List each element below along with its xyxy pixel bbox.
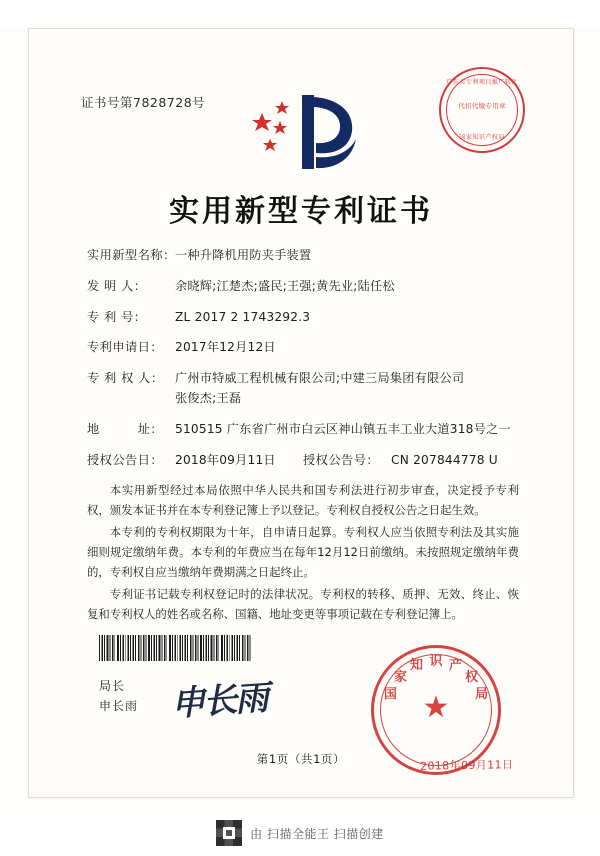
director-name: 申长雨 [99,698,139,713]
field-row-inventors [87,277,519,295]
field-row-application-date [87,338,519,356]
field-label: 发 明 人： [87,278,147,293]
page-top-margin [0,0,600,28]
tax-stamp-seal [439,67,525,153]
certificate-content [43,41,559,785]
qr-code-icon [216,820,242,846]
field-label: 授权公告号： [303,453,380,468]
handwritten-signature: 申长雨 [169,677,269,725]
seal-bottom-text: 国家知识产权局 [459,134,505,142]
official-seal: ★ 国 家 知 识 产 权 局 [371,645,501,775]
paragraph: 本实用新型经过本局依照中华人民共和国专利法进行初步审查，决定授予专利权，颁发本证书并在本专利登记簿上予以登记。专利权自授权公告之日起生效。 [87,483,519,517]
field-value: 余晓辉;江楚杰;盛民;王强;黄先业;陆任松 [175,278,395,293]
field-value-group [175,369,519,408]
field-value-sub: 张俊杰;王磊 [175,391,242,406]
watermark-text: 由 扫描全能王 扫描创建 [250,826,384,841]
field-value: 2017年12月12日 [175,340,276,355]
field-value: 一种升降机用防夹手装置 [175,248,312,262]
field-label: 专 利 号： [87,309,147,324]
seal-date: 2018年09月11日 [419,758,514,773]
paragraph: 专利证书记载专利权登记时的法律状况。专利权的转移、质押、无效、终止、恢复和专利权人的姓名或名称、国籍、地址变更等事项记载在专利登记簿上。 [87,586,519,621]
barcode [99,635,251,661]
field-value: CN 207844778 U [391,453,498,468]
field-row-patent-number [87,308,519,326]
paragraph: 本专利的专利权期限为十年，自申请日起算。专利权人应当依照专利法及其实施细则规定缴纳年费。本专利的年费应当在每年12月12日前缴纳。未按照规定缴纳年费的，专利权自应当缴纳年费期满之日起终止。 [87,524,519,579]
seal-star-icon: ★ [422,690,450,726]
field-row-name [87,246,519,264]
field-value: 2018年09月11日 [175,453,276,468]
field-label: 实用新型名称： [87,248,176,262]
legal-text-block [87,481,519,627]
page-title: 实用新型专利证书 [169,194,433,229]
certificate-number: 证书号第7828728号 [81,95,206,110]
field-list [87,246,519,479]
patent-office-logo [236,89,366,175]
field-label: 授权公告日： [87,453,164,468]
grant-number-group [303,451,519,469]
certificate-card [28,28,574,798]
field-label: 地 址： [87,422,164,437]
seal-mid-text: 代扣代缴专用章 [458,102,506,110]
field-value: 510515 广东省广州市白云区神山镇五丰工业大道318号之一 [175,422,511,437]
field-row-grant [87,451,519,469]
page-number: 第1页（共1页） [256,752,346,766]
field-value: 广州市特威工程机械有限公司;中建三局集团有限公司 [175,371,465,386]
seal-top-text: 广东省专利项目推广转化 [446,79,518,86]
field-label: 专利申请日： [87,340,164,355]
director-block [99,677,138,717]
field-value: ZL 2017 2 1743292.3 [175,309,311,324]
grant-date-group [87,451,303,469]
field-label: 专 利 权 人： [87,371,164,386]
scanner-watermark [0,818,600,848]
director-label: 局长 [99,679,126,693]
field-row-patentee [87,369,519,408]
field-row-address [87,420,519,438]
